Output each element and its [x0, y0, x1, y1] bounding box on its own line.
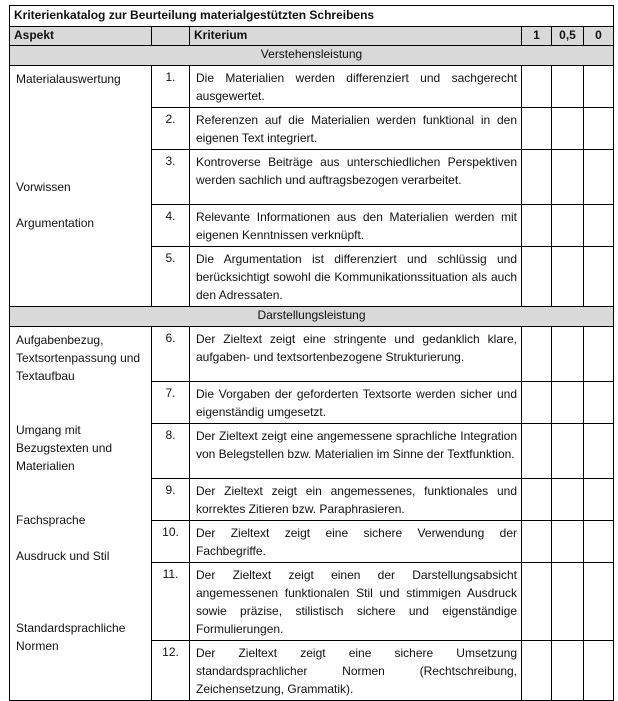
score-cell-none[interactable] [584, 479, 614, 521]
section-row [10, 307, 614, 327]
score-cell-full[interactable] [522, 641, 552, 701]
section-row [10, 46, 614, 66]
aspect-label: Ausdruck und Stil [16, 549, 110, 563]
score-cell-half[interactable] [552, 327, 584, 382]
section-title: Verstehensleistung [10, 46, 614, 66]
score-cell-half[interactable] [552, 108, 584, 150]
criterion-row [10, 327, 614, 382]
aspect-label: Argumentation [16, 216, 95, 230]
score-cell-none[interactable] [584, 327, 614, 382]
score-cell-full[interactable] [522, 205, 552, 247]
criterion-number: 7. [152, 382, 190, 424]
score-cell-full[interactable] [522, 247, 552, 307]
criteria-sheet [9, 5, 613, 701]
criterion-number: 1. [152, 66, 190, 108]
header-row [10, 27, 614, 46]
score-cell-none[interactable] [584, 563, 614, 641]
score-cell-half[interactable] [552, 641, 584, 701]
criterion-text: Der Zieltext zeigt eine angemessene sprachliche Integration von Belegstellen bzw. Materialien im Sinne der Textfunktion. [190, 424, 522, 479]
criterion-text: Die Materialien werden differenziert und sachgerecht ausgewertet. [190, 66, 522, 108]
score-cell-full[interactable] [522, 479, 552, 521]
header-criterion: Kriterium [190, 27, 522, 46]
score-cell-full[interactable] [522, 327, 552, 382]
score-cell-half[interactable] [552, 382, 584, 424]
criterion-number: 4. [152, 205, 190, 247]
criterion-row [10, 66, 614, 108]
criterion-text: Die Vorgaben der geforderten Textsorte werden sicher und eigenständig umgesetzt. [190, 382, 522, 424]
score-cell-none[interactable] [584, 205, 614, 247]
criterion-text: Relevante Informationen aus den Materialien werden mit eigenen Kenntnissen verknüpft. [190, 205, 522, 247]
criterion-text: Kontroverse Beiträge aus unterschiedlichen Perspektiven werden sachlich und auftragsbezogen verarbeitet. [190, 150, 522, 205]
criterion-text: Der Zieltext zeigt einen der Darstellungsabsicht angemessenen funktionalen Stil und stimmigen Ausdruck sowie präzise, stilistisch sichere und eigenständige Formulierungen. [190, 563, 522, 641]
criterion-number: 8. [152, 424, 190, 479]
score-cell-half[interactable] [552, 247, 584, 307]
score-cell-none[interactable] [584, 108, 614, 150]
criterion-number: 2. [152, 108, 190, 150]
header-aspect: Aspekt [10, 27, 152, 46]
criterion-number: 12. [152, 641, 190, 701]
criterion-number: 5. [152, 247, 190, 307]
aspect-cell [10, 327, 152, 701]
score-cell-half[interactable] [552, 150, 584, 205]
score-cell-half[interactable] [552, 479, 584, 521]
section-title: Darstellungsleistung [10, 307, 614, 327]
aspect-label: Aufgabenbezug, Textsortenpassung und Textaufbau [16, 333, 141, 383]
score-cell-none[interactable] [584, 247, 614, 307]
score-cell-none[interactable] [584, 66, 614, 108]
criterion-text: Referenzen auf die Materialien werden funktional in den eigenen Text integriert. [190, 108, 522, 150]
criterion-number: 3. [152, 150, 190, 205]
aspect-label: Vorwissen [16, 180, 71, 194]
header-score-full: 1 [522, 27, 552, 46]
score-cell-half[interactable] [552, 563, 584, 641]
header-number [152, 27, 190, 46]
criterion-text: Die Argumentation ist differenziert und schlüssig und berücksichtigt sowohl die Kommunikationssituation als auch den Adressaten. [190, 247, 522, 307]
criterion-number: 9. [152, 479, 190, 521]
aspect-label: Standardsprachliche Normen [16, 621, 126, 653]
title-row [10, 6, 614, 27]
score-cell-full[interactable] [522, 563, 552, 641]
score-cell-half[interactable] [552, 66, 584, 108]
criterion-number: 10. [152, 521, 190, 563]
score-cell-none[interactable] [584, 382, 614, 424]
score-cell-full[interactable] [522, 382, 552, 424]
score-cell-half[interactable] [552, 521, 584, 563]
criterion-text: Der Zieltext zeigt eine sichere Verwendung der Fachbegriffe. [190, 521, 522, 563]
score-cell-none[interactable] [584, 521, 614, 563]
criterion-number: 11. [152, 563, 190, 641]
criterion-text: Der Zieltext zeigt eine sichere Umsetzung standardsprachlicher Normen (Rechtschreibung, Zeichensetzung, Grammatik). [190, 641, 522, 701]
aspect-label: Umgang mit Bezugstexten und Materialien [16, 423, 113, 473]
score-cell-none[interactable] [584, 150, 614, 205]
score-cell-full[interactable] [522, 108, 552, 150]
score-cell-full[interactable] [522, 424, 552, 479]
score-cell-half[interactable] [552, 424, 584, 479]
aspect-label: Materialauswertung [16, 72, 121, 86]
score-cell-none[interactable] [584, 424, 614, 479]
table-title: Kriterienkatalog zur Beurteilung materialgestützten Schreibens [10, 6, 614, 27]
score-cell-full[interactable] [522, 150, 552, 205]
criterion-number: 6. [152, 327, 190, 382]
criteria-table [9, 5, 614, 701]
criterion-text: Der Zieltext zeigt ein angemessenes, funktionales und korrektes Zitieren bzw. Paraphrasieren. [190, 479, 522, 521]
aspect-cell [10, 66, 152, 307]
criterion-text: Der Zieltext zeigt eine stringente und gedanklich klare, aufgaben- und textsortenbezogene Strukturierung. [190, 327, 522, 382]
aspect-label: Fachsprache [16, 513, 86, 527]
score-cell-none[interactable] [584, 641, 614, 701]
score-cell-half[interactable] [552, 205, 584, 247]
header-score-none: 0 [584, 27, 614, 46]
header-score-half: 0,5 [552, 27, 584, 46]
score-cell-full[interactable] [522, 66, 552, 108]
score-cell-full[interactable] [522, 521, 552, 563]
